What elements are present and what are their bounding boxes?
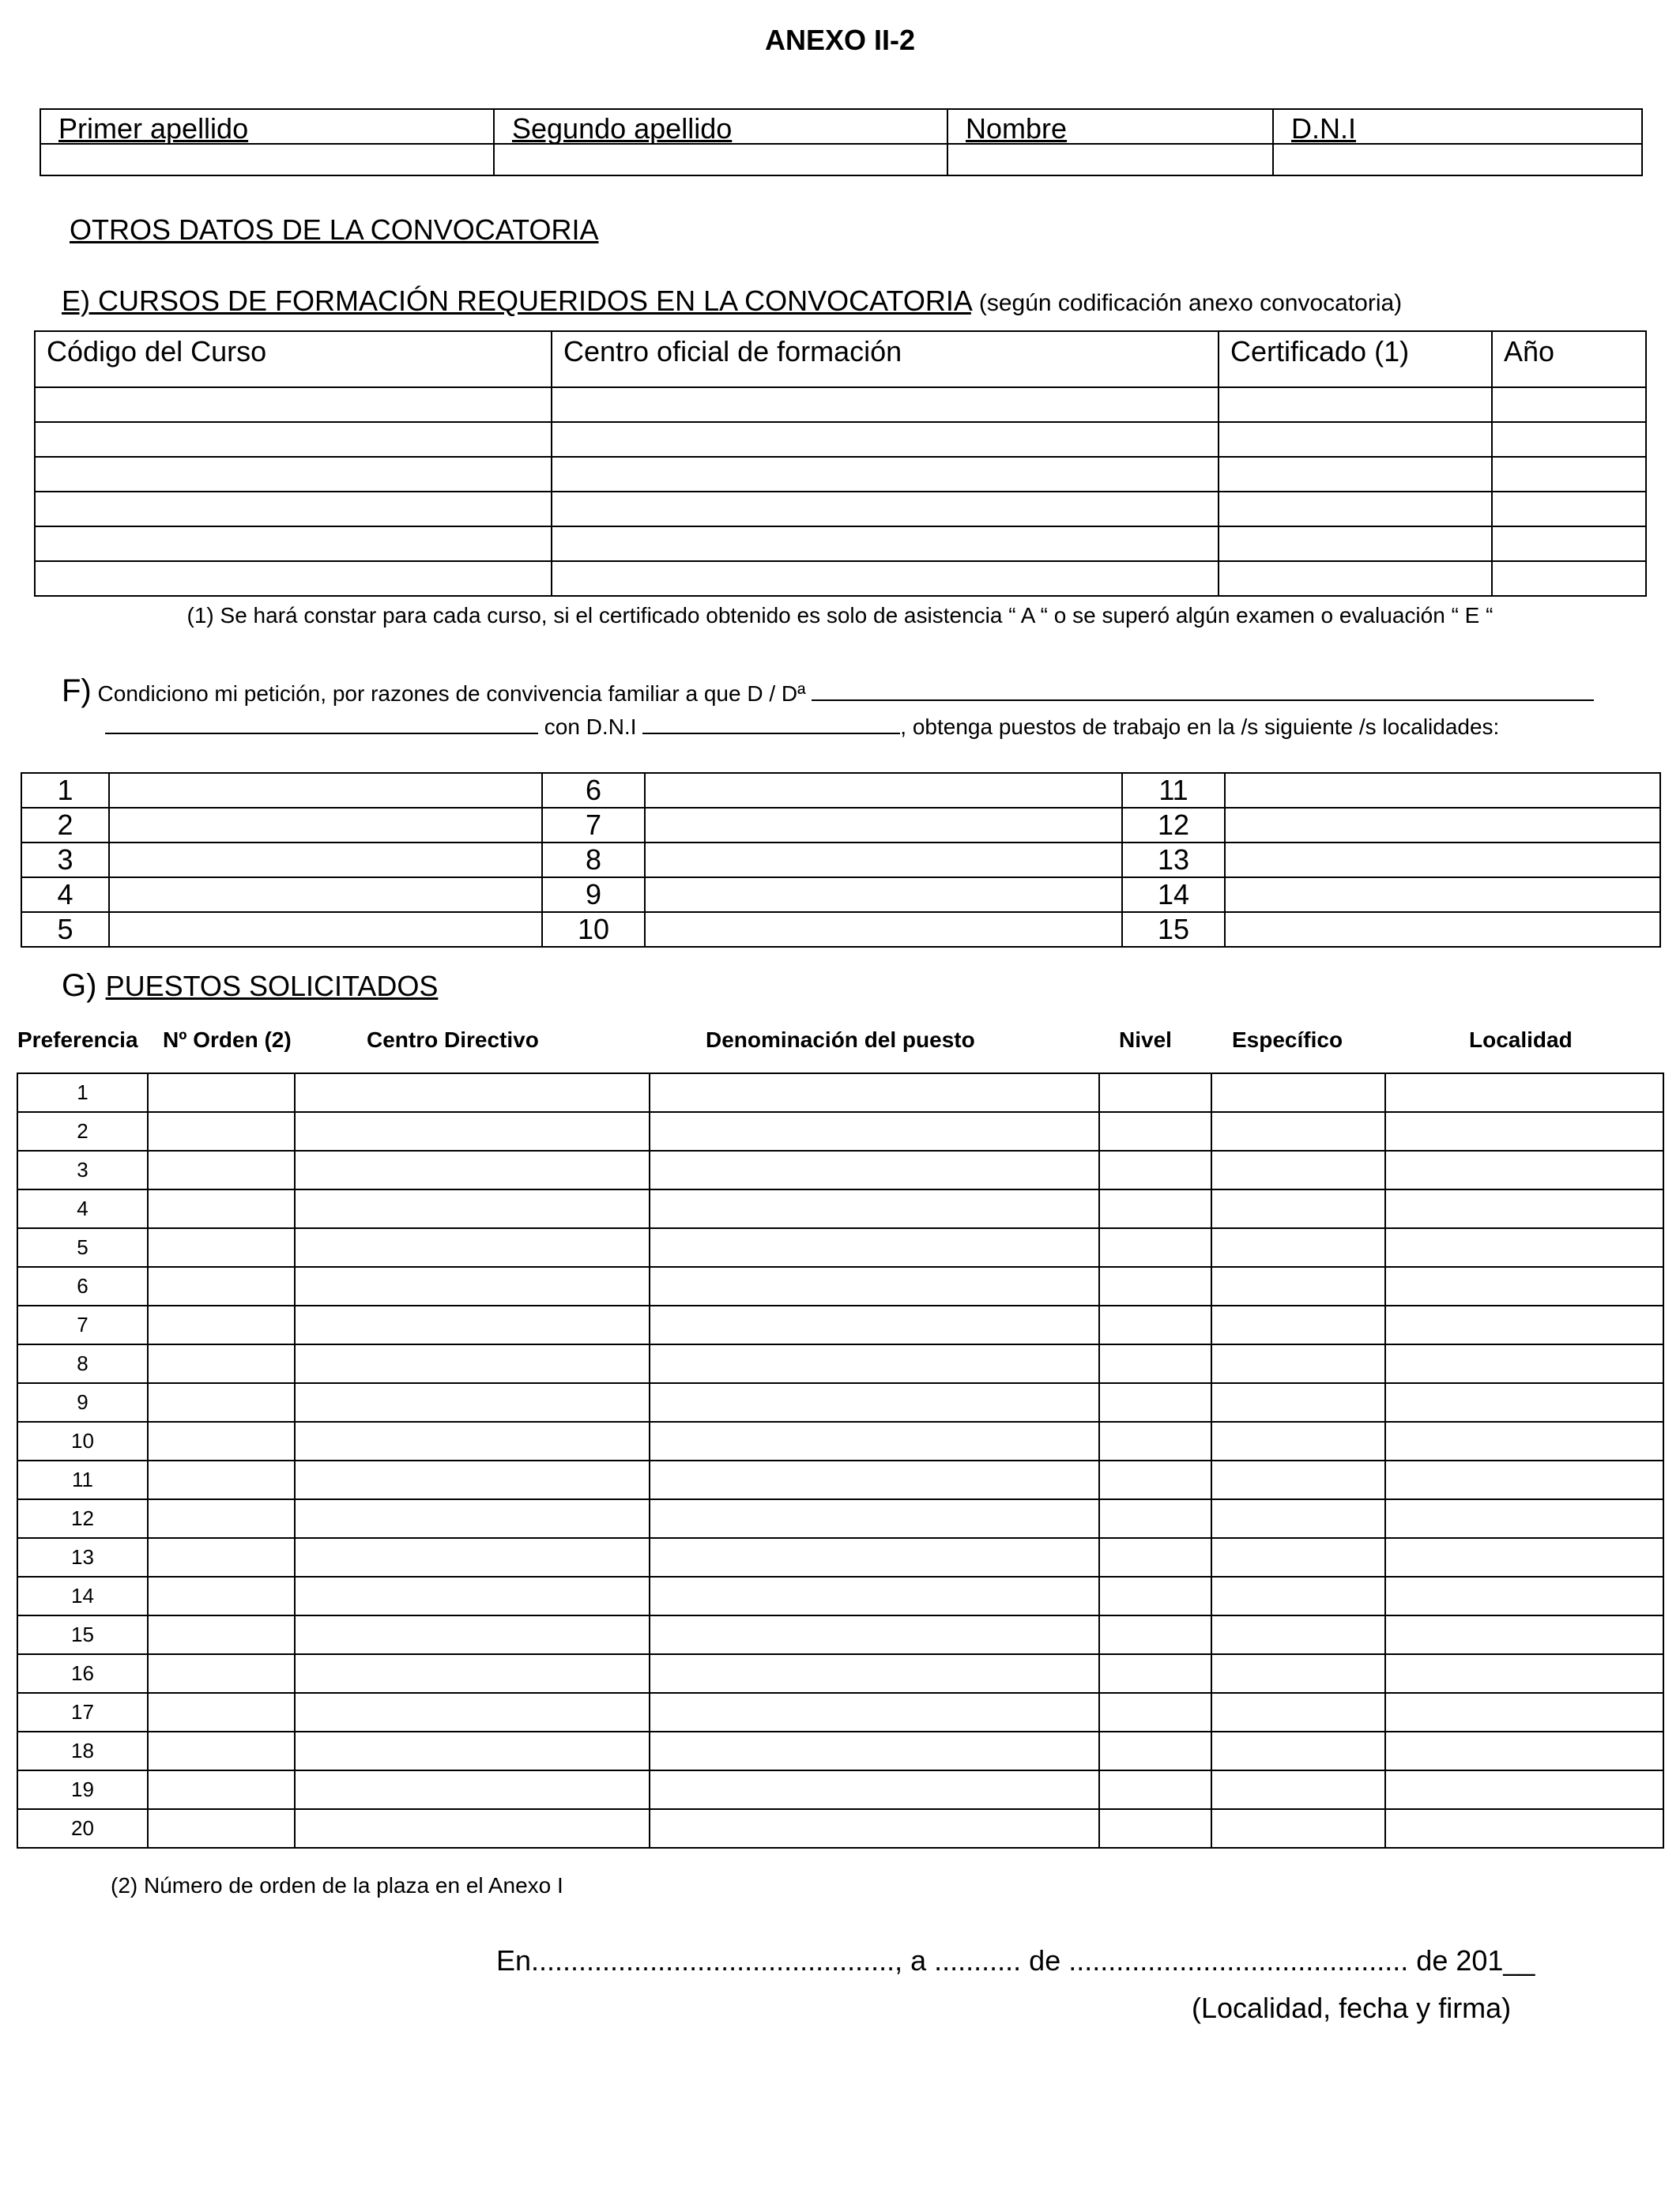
especifico-cell[interactable] bbox=[1211, 1112, 1385, 1151]
denominacion-cell[interactable] bbox=[650, 1422, 1099, 1461]
nivel-cell[interactable] bbox=[1099, 1151, 1211, 1189]
order-number-cell[interactable] bbox=[148, 1073, 295, 1112]
table-row bbox=[17, 1228, 1663, 1267]
table-row bbox=[35, 561, 1646, 596]
locality-number: 1 bbox=[21, 773, 109, 808]
course-code-cell[interactable] bbox=[35, 457, 552, 492]
locality-number: 12 bbox=[1122, 808, 1225, 843]
order-number-cell[interactable] bbox=[148, 1383, 295, 1422]
nombre-field[interactable] bbox=[947, 144, 1273, 175]
table-row bbox=[17, 1654, 1663, 1693]
preference-number: 11 bbox=[17, 1461, 148, 1499]
localidad-cell[interactable] bbox=[1385, 1461, 1663, 1499]
header-centro-oficial: Centro oficial de formación bbox=[552, 331, 1219, 387]
nivel-cell[interactable] bbox=[1099, 1112, 1211, 1151]
course-center-cell[interactable] bbox=[552, 526, 1219, 561]
localidad-cell[interactable] bbox=[1385, 1693, 1663, 1732]
denominacion-cell[interactable] bbox=[650, 1383, 1099, 1422]
centro-directivo-cell[interactable] bbox=[295, 1499, 650, 1538]
table-row bbox=[17, 1615, 1663, 1654]
denominacion-cell[interactable] bbox=[650, 1732, 1099, 1770]
header-centro-directivo: Centro Directivo bbox=[367, 1027, 539, 1052]
table-row bbox=[21, 773, 1660, 808]
locality-field[interactable] bbox=[645, 912, 1122, 947]
locality-number: 2 bbox=[21, 808, 109, 843]
familiar-name-field[interactable] bbox=[812, 699, 1594, 701]
locality-number: 4 bbox=[21, 877, 109, 912]
course-year-cell[interactable] bbox=[1492, 492, 1646, 526]
especifico-cell[interactable] bbox=[1211, 1770, 1385, 1809]
especifico-cell[interactable] bbox=[1211, 1732, 1385, 1770]
familiar-dni-field[interactable] bbox=[642, 733, 900, 734]
centro-directivo-cell[interactable] bbox=[295, 1693, 650, 1732]
header-numero-orden: Nº Orden (2) bbox=[163, 1027, 292, 1052]
table-row bbox=[17, 1693, 1663, 1732]
especifico-cell[interactable] bbox=[1211, 1073, 1385, 1112]
table-row bbox=[35, 457, 1646, 492]
centro-directivo-cell[interactable] bbox=[295, 1422, 650, 1461]
preference-number: 4 bbox=[17, 1189, 148, 1228]
order-number-cell[interactable] bbox=[148, 1809, 295, 1848]
nivel-cell[interactable] bbox=[1099, 1422, 1211, 1461]
table-row bbox=[17, 1577, 1663, 1615]
localidad-cell[interactable] bbox=[1385, 1422, 1663, 1461]
header-nombre: Nombre bbox=[947, 109, 1273, 144]
centro-directivo-cell[interactable] bbox=[295, 1267, 650, 1306]
course-certificate-cell[interactable] bbox=[1219, 422, 1492, 457]
preference-number: 12 bbox=[17, 1499, 148, 1538]
page-title: ANEXO II-2 bbox=[764, 24, 916, 56]
preference-number: 14 bbox=[17, 1577, 148, 1615]
denominacion-cell[interactable] bbox=[650, 1693, 1099, 1732]
course-center-cell[interactable] bbox=[552, 561, 1219, 596]
nivel-cell[interactable] bbox=[1099, 1654, 1211, 1693]
nivel-cell[interactable] bbox=[1099, 1538, 1211, 1577]
localidad-cell[interactable] bbox=[1385, 1228, 1663, 1267]
header-primer-apellido: Primer apellido bbox=[40, 109, 494, 144]
preference-number: 5 bbox=[17, 1228, 148, 1267]
locality-number: 14 bbox=[1122, 877, 1225, 912]
section-f-letter: F) bbox=[62, 673, 92, 708]
order-number-cell[interactable] bbox=[148, 1770, 295, 1809]
section-f-text-end: , obtenga puestos de trabajo en la /s siguiente /s localidades: bbox=[900, 714, 1500, 739]
locality-field[interactable] bbox=[1225, 808, 1660, 843]
centro-directivo-cell[interactable] bbox=[295, 1073, 650, 1112]
denominacion-cell[interactable] bbox=[650, 1615, 1099, 1654]
nivel-cell[interactable] bbox=[1099, 1499, 1211, 1538]
section-e-heading bbox=[62, 285, 1402, 318]
header-segundo-apellido: Segundo apellido bbox=[494, 109, 947, 144]
section-f-line-2 bbox=[105, 714, 1499, 740]
order-number-cell[interactable] bbox=[148, 1499, 295, 1538]
order-number-cell[interactable] bbox=[148, 1732, 295, 1770]
personal-data-table bbox=[40, 108, 1643, 176]
nivel-cell[interactable] bbox=[1099, 1770, 1211, 1809]
order-number-cell[interactable] bbox=[148, 1615, 295, 1654]
locality-number: 5 bbox=[21, 912, 109, 947]
table-row bbox=[17, 1189, 1663, 1228]
section-f-line-1 bbox=[62, 673, 1594, 709]
signature-caption: (Localidad, fecha y firma) bbox=[1192, 1992, 1512, 2024]
locality-number: 15 bbox=[1122, 912, 1225, 947]
denominacion-cell[interactable] bbox=[650, 1809, 1099, 1848]
denominacion-cell[interactable] bbox=[650, 1770, 1099, 1809]
denominacion-cell[interactable] bbox=[650, 1073, 1099, 1112]
centro-directivo-cell[interactable] bbox=[295, 1770, 650, 1809]
familiar-name-field-continued[interactable] bbox=[105, 733, 538, 734]
localidad-cell[interactable] bbox=[1385, 1654, 1663, 1693]
order-number-cell[interactable] bbox=[148, 1577, 295, 1615]
denominacion-cell[interactable] bbox=[650, 1577, 1099, 1615]
order-number-cell[interactable] bbox=[148, 1461, 295, 1499]
centro-directivo-cell[interactable] bbox=[295, 1306, 650, 1344]
denominacion-cell[interactable] bbox=[650, 1228, 1099, 1267]
preference-number: 6 bbox=[17, 1267, 148, 1306]
footnote-2: (2) Número de orden de la plaza en el Anexo I bbox=[111, 1873, 563, 1898]
localidad-cell[interactable] bbox=[1385, 1732, 1663, 1770]
denominacion-cell[interactable] bbox=[650, 1654, 1099, 1693]
nivel-cell[interactable] bbox=[1099, 1344, 1211, 1383]
localidad-cell[interactable] bbox=[1385, 1189, 1663, 1228]
centro-directivo-cell[interactable] bbox=[295, 1189, 650, 1228]
locality-number: 10 bbox=[542, 912, 645, 947]
centro-directivo-cell[interactable] bbox=[295, 1577, 650, 1615]
header-especifico: Específico bbox=[1232, 1027, 1343, 1052]
course-code-cell[interactable] bbox=[35, 561, 552, 596]
especifico-cell[interactable] bbox=[1211, 1499, 1385, 1538]
localidad-cell[interactable] bbox=[1385, 1615, 1663, 1654]
nivel-cell[interactable] bbox=[1099, 1577, 1211, 1615]
localidad-cell[interactable] bbox=[1385, 1112, 1663, 1151]
centro-directivo-cell[interactable] bbox=[295, 1732, 650, 1770]
table-row bbox=[17, 1809, 1663, 1848]
preference-number: 18 bbox=[17, 1732, 148, 1770]
header-localidad: Localidad bbox=[1469, 1027, 1573, 1052]
preference-number: 16 bbox=[17, 1654, 148, 1693]
table-row bbox=[21, 808, 1660, 843]
locality-number: 6 bbox=[542, 773, 645, 808]
centro-directivo-cell[interactable] bbox=[295, 1538, 650, 1577]
preference-number: 10 bbox=[17, 1422, 148, 1461]
section-e-title: E) CURSOS DE FORMACIÓN REQUERIDOS EN LA CONVOCATORIA bbox=[62, 285, 971, 317]
especifico-cell[interactable] bbox=[1211, 1422, 1385, 1461]
table-row bbox=[35, 422, 1646, 457]
denominacion-cell[interactable] bbox=[650, 1344, 1099, 1383]
header-anio: Año bbox=[1492, 331, 1646, 387]
nivel-cell[interactable] bbox=[1099, 1189, 1211, 1228]
localidad-cell[interactable] bbox=[1385, 1306, 1663, 1344]
locality-field[interactable] bbox=[109, 773, 542, 808]
locality-number: 11 bbox=[1122, 773, 1225, 808]
preference-number: 2 bbox=[17, 1112, 148, 1151]
localidad-cell[interactable] bbox=[1385, 1344, 1663, 1383]
locality-field[interactable] bbox=[1225, 843, 1660, 877]
especifico-cell[interactable] bbox=[1211, 1344, 1385, 1383]
course-year-cell[interactable] bbox=[1492, 422, 1646, 457]
especifico-cell[interactable] bbox=[1211, 1577, 1385, 1615]
preference-number: 9 bbox=[17, 1383, 148, 1422]
preference-number: 7 bbox=[17, 1306, 148, 1344]
course-year-cell[interactable] bbox=[1492, 387, 1646, 422]
locality-number: 7 bbox=[542, 808, 645, 843]
nivel-cell[interactable] bbox=[1099, 1383, 1211, 1422]
centro-directivo-cell[interactable] bbox=[295, 1809, 650, 1848]
centro-directivo-cell[interactable] bbox=[295, 1383, 650, 1422]
order-number-cell[interactable] bbox=[148, 1693, 295, 1732]
order-number-cell[interactable] bbox=[148, 1306, 295, 1344]
especifico-cell[interactable] bbox=[1211, 1693, 1385, 1732]
course-center-cell[interactable] bbox=[552, 422, 1219, 457]
centro-directivo-cell[interactable] bbox=[295, 1151, 650, 1189]
course-certificate-cell[interactable] bbox=[1219, 492, 1492, 526]
dni-field[interactable] bbox=[1273, 144, 1642, 175]
preference-number: 15 bbox=[17, 1615, 148, 1654]
section-g-letter: G) bbox=[62, 968, 97, 1003]
locality-number: 3 bbox=[21, 843, 109, 877]
locality-field[interactable] bbox=[645, 808, 1122, 843]
localidad-cell[interactable] bbox=[1385, 1538, 1663, 1577]
header-preferencia: Preferencia bbox=[17, 1027, 138, 1052]
order-number-cell[interactable] bbox=[148, 1228, 295, 1267]
locality-field[interactable] bbox=[1225, 877, 1660, 912]
locality-number: 13 bbox=[1122, 843, 1225, 877]
localidad-cell[interactable] bbox=[1385, 1073, 1663, 1112]
section-g-title: PUESTOS SOLICITADOS bbox=[105, 970, 439, 1002]
locality-field[interactable] bbox=[1225, 773, 1660, 808]
preference-number: 20 bbox=[17, 1809, 148, 1848]
localidad-cell[interactable] bbox=[1385, 1577, 1663, 1615]
localidad-cell[interactable] bbox=[1385, 1151, 1663, 1189]
table-row bbox=[35, 492, 1646, 526]
especifico-cell[interactable] bbox=[1211, 1151, 1385, 1189]
locality-field[interactable] bbox=[645, 773, 1122, 808]
primer-apellido-field[interactable] bbox=[40, 144, 494, 175]
table-row bbox=[17, 1112, 1663, 1151]
localidad-cell[interactable] bbox=[1385, 1770, 1663, 1809]
preference-number: 17 bbox=[17, 1693, 148, 1732]
course-code-cell[interactable] bbox=[35, 526, 552, 561]
order-number-cell[interactable] bbox=[148, 1654, 295, 1693]
preference-number: 1 bbox=[17, 1073, 148, 1112]
nivel-cell[interactable] bbox=[1099, 1461, 1211, 1499]
preference-number: 3 bbox=[17, 1151, 148, 1189]
footnote-1: (1) Se hará constar para cada curso, si el certificado obtenido es solo de asistencia “ A “ o se superó algún examen o evaluación “ E “ bbox=[186, 603, 1494, 628]
especifico-cell[interactable] bbox=[1211, 1189, 1385, 1228]
localidad-cell[interactable] bbox=[1385, 1809, 1663, 1848]
order-number-cell[interactable] bbox=[148, 1538, 295, 1577]
centro-directivo-cell[interactable] bbox=[295, 1615, 650, 1654]
table-row bbox=[17, 1732, 1663, 1770]
centro-directivo-cell[interactable] bbox=[295, 1654, 650, 1693]
denominacion-cell[interactable] bbox=[650, 1538, 1099, 1577]
table-row bbox=[17, 1344, 1663, 1383]
especifico-cell[interactable] bbox=[1211, 1538, 1385, 1577]
locality-field[interactable] bbox=[1225, 912, 1660, 947]
course-code-cell[interactable] bbox=[35, 492, 552, 526]
centro-directivo-cell[interactable] bbox=[295, 1112, 650, 1151]
localidad-cell[interactable] bbox=[1385, 1499, 1663, 1538]
preference-number: 8 bbox=[17, 1344, 148, 1383]
nivel-cell[interactable] bbox=[1099, 1267, 1211, 1306]
nivel-cell[interactable] bbox=[1099, 1615, 1211, 1654]
locality-field[interactable] bbox=[645, 843, 1122, 877]
order-number-cell[interactable] bbox=[148, 1151, 295, 1189]
especifico-cell[interactable] bbox=[1211, 1383, 1385, 1422]
positions-table bbox=[17, 1072, 1664, 1849]
course-center-cell[interactable] bbox=[552, 387, 1219, 422]
denominacion-cell[interactable] bbox=[650, 1461, 1099, 1499]
especifico-cell[interactable] bbox=[1211, 1615, 1385, 1654]
denominacion-cell[interactable] bbox=[650, 1112, 1099, 1151]
header-dni: D.N.I bbox=[1273, 109, 1642, 144]
table-row bbox=[17, 1538, 1663, 1577]
locality-field[interactable] bbox=[645, 877, 1122, 912]
especifico-cell[interactable] bbox=[1211, 1809, 1385, 1848]
section-g-heading bbox=[62, 968, 438, 1004]
table-row bbox=[35, 387, 1646, 422]
header-codigo-curso: Código del Curso bbox=[35, 331, 552, 387]
localidad-cell[interactable] bbox=[1385, 1383, 1663, 1422]
nivel-cell[interactable] bbox=[1099, 1228, 1211, 1267]
course-year-cell[interactable] bbox=[1492, 526, 1646, 561]
nivel-cell[interactable] bbox=[1099, 1073, 1211, 1112]
course-code-cell[interactable] bbox=[35, 387, 552, 422]
centro-directivo-cell[interactable] bbox=[295, 1228, 650, 1267]
courses-table bbox=[34, 330, 1647, 597]
denominacion-cell[interactable] bbox=[650, 1151, 1099, 1189]
nivel-cell[interactable] bbox=[1099, 1732, 1211, 1770]
table-row bbox=[17, 1461, 1663, 1499]
table-row bbox=[17, 1073, 1663, 1112]
preference-number: 19 bbox=[17, 1770, 148, 1809]
especifico-cell[interactable] bbox=[1211, 1461, 1385, 1499]
table-row bbox=[17, 1422, 1663, 1461]
order-number-cell[interactable] bbox=[148, 1189, 295, 1228]
order-number-cell[interactable] bbox=[148, 1422, 295, 1461]
section-otros-datos-heading: OTROS DATOS DE LA CONVOCATORIA bbox=[70, 213, 599, 246]
especifico-cell[interactable] bbox=[1211, 1654, 1385, 1693]
section-e-subtitle: (según codificación anexo convocatoria) bbox=[978, 290, 1403, 316]
course-code-cell[interactable] bbox=[35, 422, 552, 457]
header-nivel: Nivel bbox=[1119, 1027, 1172, 1052]
denominacion-cell[interactable] bbox=[650, 1189, 1099, 1228]
table-row bbox=[17, 1151, 1663, 1189]
table-row bbox=[17, 1306, 1663, 1344]
table-row bbox=[17, 1499, 1663, 1538]
order-number-cell[interactable] bbox=[148, 1112, 295, 1151]
nivel-cell[interactable] bbox=[1099, 1809, 1211, 1848]
table-row bbox=[17, 1770, 1663, 1809]
table-row bbox=[21, 912, 1660, 947]
locality-field[interactable] bbox=[109, 808, 542, 843]
especifico-cell[interactable] bbox=[1211, 1306, 1385, 1344]
centro-directivo-cell[interactable] bbox=[295, 1344, 650, 1383]
course-year-cell[interactable] bbox=[1492, 561, 1646, 596]
especifico-cell[interactable] bbox=[1211, 1228, 1385, 1267]
order-number-cell[interactable] bbox=[148, 1267, 295, 1306]
locality-field[interactable] bbox=[109, 912, 542, 947]
table-row bbox=[35, 526, 1646, 561]
localidad-cell[interactable] bbox=[1385, 1267, 1663, 1306]
preference-number: 13 bbox=[17, 1538, 148, 1577]
table-row bbox=[21, 843, 1660, 877]
header-denominacion: Denominación del puesto bbox=[706, 1027, 975, 1052]
especifico-cell[interactable] bbox=[1211, 1267, 1385, 1306]
nivel-cell[interactable] bbox=[1099, 1693, 1211, 1732]
course-center-cell[interactable] bbox=[552, 457, 1219, 492]
course-certificate-cell[interactable] bbox=[1219, 561, 1492, 596]
course-certificate-cell[interactable] bbox=[1219, 387, 1492, 422]
signature-line: En.............................................., a ........... de ........................................... de 201__ bbox=[496, 1944, 1535, 1977]
segundo-apellido-field[interactable] bbox=[494, 144, 947, 175]
table-row bbox=[17, 1383, 1663, 1422]
locality-field[interactable] bbox=[109, 843, 542, 877]
locality-number: 9 bbox=[542, 877, 645, 912]
denominacion-cell[interactable] bbox=[650, 1267, 1099, 1306]
centro-directivo-cell[interactable] bbox=[295, 1461, 650, 1499]
table-row bbox=[21, 877, 1660, 912]
course-center-cell[interactable] bbox=[552, 492, 1219, 526]
header-certificado: Certificado (1) bbox=[1219, 331, 1492, 387]
course-certificate-cell[interactable] bbox=[1219, 526, 1492, 561]
locality-field[interactable] bbox=[109, 877, 542, 912]
con-dni-label: con D.N.I bbox=[544, 714, 637, 739]
order-number-cell[interactable] bbox=[148, 1344, 295, 1383]
course-certificate-cell[interactable] bbox=[1219, 457, 1492, 492]
table-row bbox=[17, 1267, 1663, 1306]
localities-table bbox=[21, 772, 1661, 948]
denominacion-cell[interactable] bbox=[650, 1499, 1099, 1538]
locality-number: 8 bbox=[542, 843, 645, 877]
nivel-cell[interactable] bbox=[1099, 1306, 1211, 1344]
denominacion-cell[interactable] bbox=[650, 1306, 1099, 1344]
section-f-text: Condiciono mi petición, por razones de convivencia familiar a que D / Dª bbox=[97, 681, 806, 706]
course-year-cell[interactable] bbox=[1492, 457, 1646, 492]
